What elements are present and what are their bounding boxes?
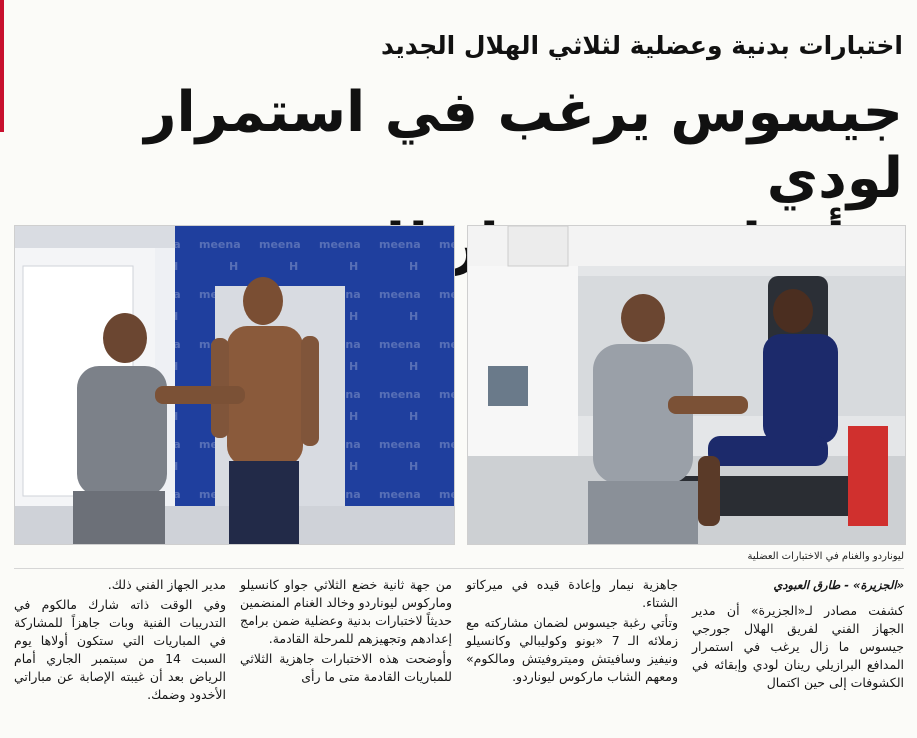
article-body	[14, 576, 904, 732]
article-kicker: اختبارات بدنية وعضلية لثلاثي الهلال الجديد	[380, 31, 903, 60]
article-column-3	[240, 576, 452, 732]
column-3-paragraph-2: وأوضحت هذه الاختبارات جاهزية الثلاثي للمباريات القادمة متى ما رأى	[240, 651, 452, 684]
photo-player-testing	[14, 225, 455, 545]
byline: «الجزيرة» - طارق العبودي	[773, 578, 904, 592]
photo-right-illustration	[468, 226, 905, 544]
column-4-paragraph-2: وفي الوقت ذاته شارك مالكوم في التدريبات الفنية وبات جاهزاً للمشاركة في المباريات التي ستكون أولاها يوم السبت 14 من سبتمبر الجاري أمام الرياض بعد أن غيبته الإصابة عن مباراتي الأخدود وضمك.	[14, 597, 227, 702]
photo-caption: ليوناردو والغنام في الاختبارات العضلية	[747, 551, 904, 562]
headline-line-1: جيسوس يرغب في استمرار لودي	[144, 80, 903, 211]
left-accent-bar	[0, 0, 4, 132]
article-column-2	[466, 576, 678, 732]
photo-left-illustration	[15, 226, 454, 544]
divider	[14, 568, 904, 569]
column-2-paragraph-2: وتأتي رغبة جيسوس لضمان مشاركته مع زملائه الـ 7 «بونو وكوليبالي وكانسيلو ونيفيز وسافيتش وميتروفيتش ومالكوم» ومعهم الشاب ماركوس ليوناردو.	[466, 615, 678, 684]
column-3-paragraph-1: من جهة ثانية خضع الثلاثي جواو كانسيلو وماركوس ليوناردو وخالد الغنام المنضمين حديثاً لاختبارات بدنية وعضلية ضمن برامج إعدادهم وتجهيزهم للمرحلة القادمة.	[240, 577, 452, 646]
column-1-paragraph: كشفت مصادر لـ«الجزيرة» أن مدير الجهاز الفني لفريق الهلال جورجي جيسوس ما زال يرغب في استمرار المدافع البرازيلي رينان لودي وإبقائه في الكشوفات إلى حين اكتمال	[692, 603, 904, 690]
article-column-4	[14, 576, 226, 732]
column-4-paragraph-1: مدير الجهاز الفني ذلك.	[107, 577, 226, 592]
photo-muscle-test	[467, 225, 906, 545]
column-2-paragraph-1: جاهزية نيمار وإعادة قيده في ميركاتو الشتاء.	[466, 577, 678, 610]
article-column-1	[692, 576, 904, 732]
